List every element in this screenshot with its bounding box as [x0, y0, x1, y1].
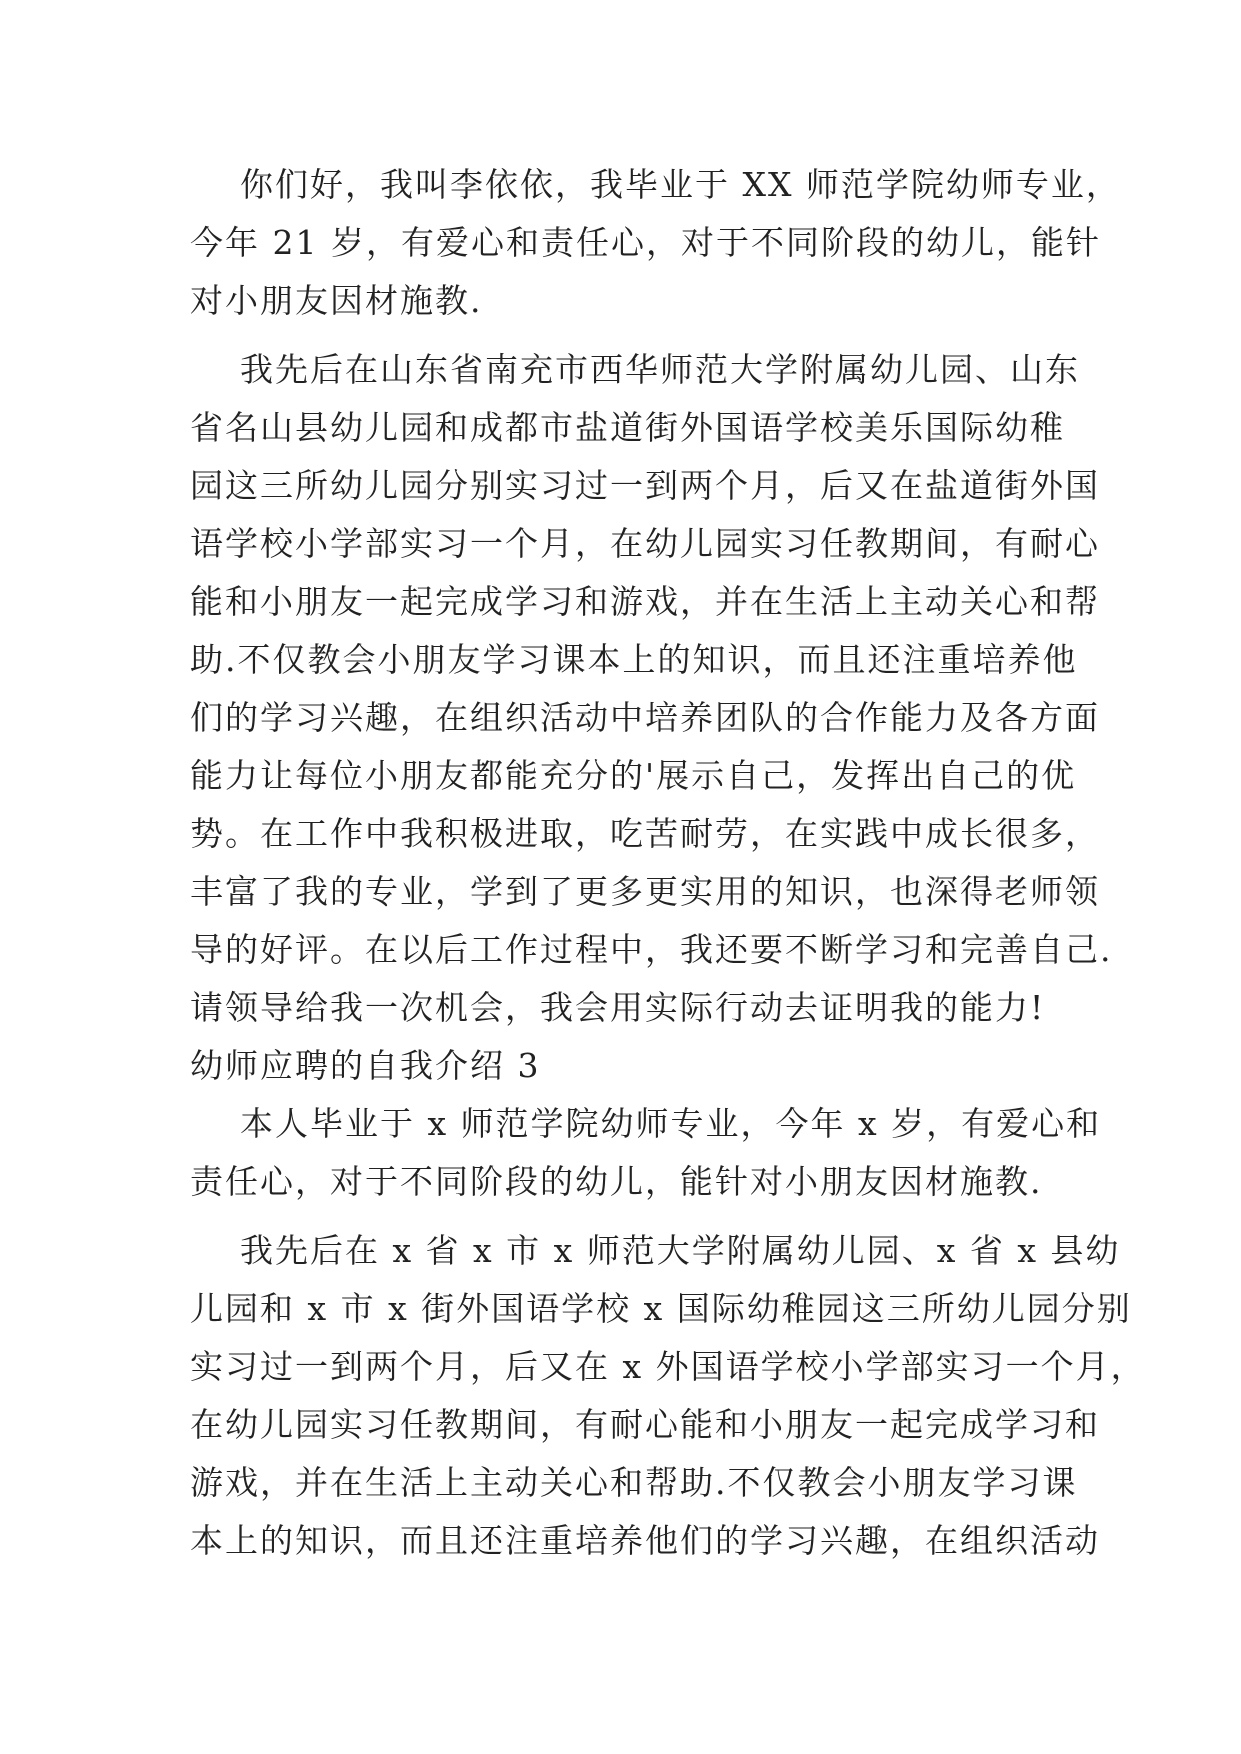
- text-line: 对小朋友因材施教.: [190, 281, 483, 320]
- paragraph-experience-2: [190, 1222, 1146, 1570]
- text-line: 你们好，我叫李依依，我毕业于 XX 师范学院幼师专业，: [190, 165, 1121, 204]
- text-line: 责任心，对于不同阶段的幼儿，能针对小朋友因材施教.: [190, 1162, 1043, 1201]
- text-line: 势。在工作中我积极进取，吃苦耐劳，在实践中成长很多，: [190, 814, 1100, 853]
- section-heading: 幼师应聘的自我介绍 3: [190, 1046, 541, 1085]
- text-line: 能力让每位小朋友都能充分的'展示自己，发挥出自己的优: [190, 756, 1077, 795]
- text-line: 游戏，并在生活上主动关心和帮助.不仅教会小朋友学习课: [190, 1463, 1078, 1502]
- text-line: 实习过一到两个月，后又在 x 外国语学校小学部实习一个月，: [190, 1347, 1146, 1386]
- text-line: 在幼儿园实习任教期间，有耐心能和小朋友一起完成学习和: [190, 1405, 1100, 1444]
- text-line: 助.不仅教会小朋友学习课本上的知识，而且还注重培养他: [190, 640, 1078, 679]
- text-line: 我先后在 x 省 x 市 x 师范大学附属幼儿园、x 省 x 县幼: [190, 1231, 1121, 1270]
- text-line: 我先后在山东省南充市西华师范大学附属幼儿园、山东: [190, 350, 1080, 389]
- text-line: 本上的知识，而且还注重培养他们的学习兴趣，在组织活动: [190, 1521, 1100, 1560]
- paragraph-intro: [190, 156, 1121, 330]
- text-line: 本人毕业于 x 师范学院幼师专业，今年 x 岁，有爱心和: [190, 1104, 1102, 1143]
- text-line: 请领导给我一次机会，我会用实际行动去证明我的能力!: [190, 988, 1046, 1027]
- paragraph-experience: [190, 341, 1113, 1037]
- text-line: 丰富了我的专业，学到了更多更实用的知识，也深得老师领: [190, 872, 1100, 911]
- text-line: 导的好评。在以后工作过程中，我还要不断学习和完善自己.: [190, 930, 1113, 969]
- text-line: 语学校小学部实习一个月，在幼儿园实习任教期间，有耐心: [190, 524, 1100, 563]
- paragraph-intro-2: [190, 1095, 1102, 1211]
- text-line: 省名山县幼儿园和成都市盐道街外国语学校美乐国际幼稚: [190, 408, 1065, 447]
- document-body: [190, 156, 1146, 1570]
- text-line: 儿园和 x 市 x 街外国语学校 x 国际幼稚园这三所幼儿园分别: [190, 1289, 1132, 1328]
- text-line: 们的学习兴趣，在组织活动中培养团队的合作能力及各方面: [190, 698, 1100, 737]
- text-line: 今年 21 岁，有爱心和责任心，对于不同阶段的幼儿，能针: [190, 223, 1101, 262]
- text-line: 能和小朋友一起完成学习和游戏，并在生活上主动关心和帮: [190, 582, 1100, 621]
- text-line: 园这三所幼儿园分别实习过一到两个月，后又在盐道街外国: [190, 466, 1100, 505]
